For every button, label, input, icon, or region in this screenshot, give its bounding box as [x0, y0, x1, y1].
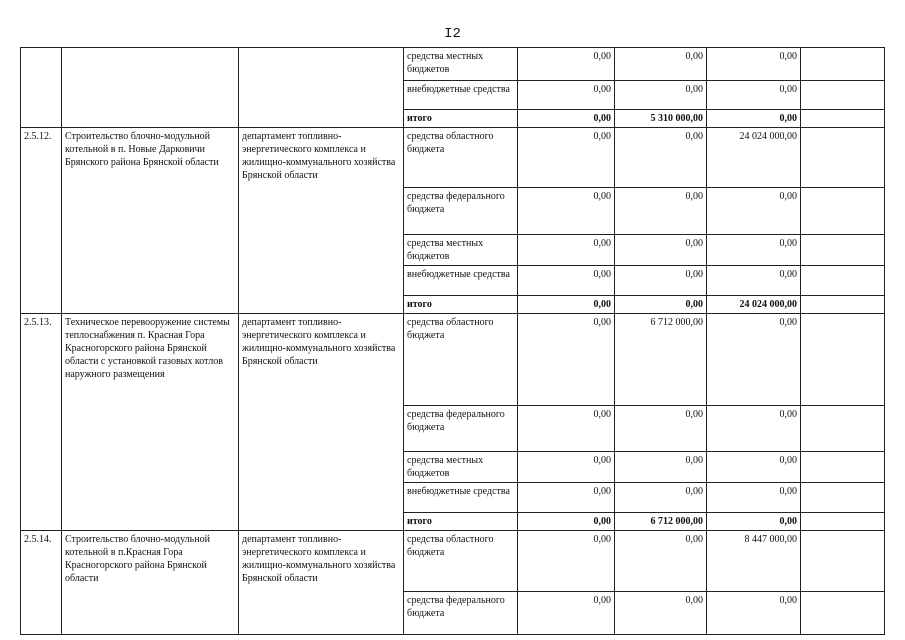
item-title — [62, 48, 239, 128]
page-number: I2 — [444, 26, 461, 42]
funding-source: средства областного бюджета — [404, 314, 518, 406]
amount-v3: 0,00 — [707, 314, 801, 406]
amount-v1: 0,00 — [518, 314, 615, 406]
amount-v2: 0,00 — [615, 483, 707, 513]
funding-source: внебюджетные средства — [404, 266, 518, 296]
amount-v3: 24 024 000,00 — [707, 128, 801, 188]
blank-cell — [801, 452, 885, 483]
amount-v2: 0,00 — [615, 592, 707, 635]
item-title: Техническое перевооружение системы теплоснабжения п. Красная Гора Красногорского района Брянской области с установкой газовых котлов наружного размещения — [62, 314, 239, 531]
amount-v1: 0,00 — [518, 235, 615, 266]
amount-v1: 0,00 — [518, 81, 615, 110]
amount-v2: 0,00 — [615, 452, 707, 483]
amount-v3: 0,00 — [707, 48, 801, 81]
funding-source: внебюджетные средства — [404, 483, 518, 513]
item-department: департамент топливно-энергетического комплекса и жилищно-коммунального хозяйства Брянской области — [239, 531, 404, 635]
funding-source: средства федерального бюджета — [404, 406, 518, 452]
amount-v3: 0,00 — [707, 452, 801, 483]
funding-source: итого — [404, 296, 518, 314]
amount-v3: 0,00 — [707, 235, 801, 266]
amount-v3: 24 024 000,00 — [707, 296, 801, 314]
item-code: 2.5.13. — [21, 314, 62, 531]
table-row — [21, 48, 885, 81]
amount-v3: 0,00 — [707, 513, 801, 531]
funding-source: средства местных бюджетов — [404, 235, 518, 266]
table-row — [21, 314, 885, 406]
amount-v2: 6 712 000,00 — [615, 513, 707, 531]
funding-source: итого — [404, 513, 518, 531]
blank-cell — [801, 513, 885, 531]
amount-v2: 0,00 — [615, 235, 707, 266]
blank-cell — [801, 406, 885, 452]
blank-cell — [801, 48, 885, 81]
blank-cell — [801, 531, 885, 592]
amount-v2: 0,00 — [615, 531, 707, 592]
amount-v2: 0,00 — [615, 266, 707, 296]
amount-v3: 0,00 — [707, 592, 801, 635]
funding-source: средства областного бюджета — [404, 128, 518, 188]
amount-v1: 0,00 — [518, 452, 615, 483]
amount-v2: 0,00 — [615, 188, 707, 235]
amount-v3: 0,00 — [707, 483, 801, 513]
blank-cell — [801, 296, 885, 314]
item-code — [21, 48, 62, 128]
item-title: Строительство блочно-модульной котельной в п.Красная Гора Красногорского района Брянской области — [62, 531, 239, 635]
blank-cell — [801, 266, 885, 296]
amount-v1: 0,00 — [518, 296, 615, 314]
blank-cell — [801, 128, 885, 188]
blank-cell — [801, 188, 885, 235]
blank-cell — [801, 483, 885, 513]
table-row — [21, 531, 885, 592]
blank-cell — [801, 235, 885, 266]
funding-source: средства местных бюджетов — [404, 452, 518, 483]
funding-source: внебюджетные средства — [404, 81, 518, 110]
funding-source: средства федерального бюджета — [404, 592, 518, 635]
funding-source: средства федерального бюджета — [404, 188, 518, 235]
amount-v2: 0,00 — [615, 296, 707, 314]
item-code: 2.5.14. — [21, 531, 62, 635]
amount-v3: 0,00 — [707, 110, 801, 128]
amount-v3: 8 447 000,00 — [707, 531, 801, 592]
amount-v3: 0,00 — [707, 266, 801, 296]
amount-v1: 0,00 — [518, 406, 615, 452]
amount-v2: 0,00 — [615, 48, 707, 81]
item-department: департамент топливно-энергетического комплекса и жилищно-коммунального хозяйства Брянской области — [239, 314, 404, 531]
amount-v3: 0,00 — [707, 81, 801, 110]
amount-v2: 0,00 — [615, 128, 707, 188]
amount-v3: 0,00 — [707, 188, 801, 235]
amount-v1: 0,00 — [518, 592, 615, 635]
table-row — [21, 128, 885, 188]
amount-v1: 0,00 — [518, 128, 615, 188]
amount-v1: 0,00 — [518, 48, 615, 81]
item-department: департамент топливно-энергетического комплекса и жилищно-коммунального хозяйства Брянской области — [239, 128, 404, 314]
amount-v1: 0,00 — [518, 110, 615, 128]
item-code: 2.5.12. — [21, 128, 62, 314]
amount-v2: 0,00 — [615, 406, 707, 452]
budget-table — [20, 47, 885, 635]
funding-source: средства местных бюджетов — [404, 48, 518, 81]
amount-v3: 0,00 — [707, 406, 801, 452]
item-department — [239, 48, 404, 128]
blank-cell — [801, 592, 885, 635]
amount-v1: 0,00 — [518, 513, 615, 531]
blank-cell — [801, 314, 885, 406]
funding-source: средства областного бюджета — [404, 531, 518, 592]
blank-cell — [801, 110, 885, 128]
amount-v1: 0,00 — [518, 531, 615, 592]
amount-v2: 6 712 000,00 — [615, 314, 707, 406]
blank-cell — [801, 81, 885, 110]
amount-v1: 0,00 — [518, 188, 615, 235]
amount-v2: 5 310 000,00 — [615, 110, 707, 128]
amount-v2: 0,00 — [615, 81, 707, 110]
amount-v1: 0,00 — [518, 266, 615, 296]
amount-v1: 0,00 — [518, 483, 615, 513]
item-title: Строительство блочно-модульной котельной в п. Новые Дарковичи Брянского района Брянской области — [62, 128, 239, 314]
funding-source: итого — [404, 110, 518, 128]
